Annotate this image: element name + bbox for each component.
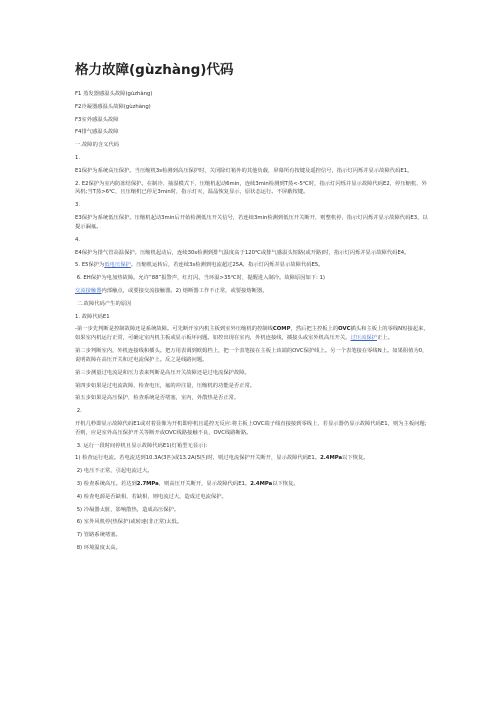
paragraph bbox=[75, 154, 430, 163]
text-run: F4排气感温头故障 bbox=[75, 129, 119, 136]
paragraph bbox=[75, 141, 430, 150]
text-run: 2) 电压不正常，引起电流过大。 bbox=[75, 468, 153, 475]
text-run: -第一步先判断是控制故障还是系统故障。可先断开室内机主板到室外压缩机的控制线 bbox=[75, 326, 273, 333]
text-run: F1 蒸发器感温头故障(gùzhàng) bbox=[75, 91, 153, 97]
paragraph bbox=[75, 313, 430, 322]
text-run: 5. E5保护为 bbox=[75, 262, 105, 269]
text-run: 第二步判断室内，外机连接线和插头。把万用表调到欧姆档上，把一个表笔接在主板上该端的OVC保护线上。另一个表笔接在零线N上。如果阻值为0，说明故障在高压开关和过电流保护上。反之是线路问题。 bbox=[75, 348, 428, 363]
text-run: 3. 运行一段时间停机且显示故障代码E1(灯箱型无显示): bbox=[75, 442, 208, 449]
text-run: F3室外感温头故障 bbox=[75, 116, 119, 123]
bold-text: OVC bbox=[338, 326, 351, 333]
paragraph bbox=[75, 214, 430, 232]
text-run: 1) 检查运行电流。若电流达到10.3A(3匹)或13.2A(5匹)时，则过电流保护开关断开，显示故障代码E1。 bbox=[75, 455, 321, 462]
paragraph bbox=[75, 493, 430, 502]
inline-link[interactable]: 交流接触器 bbox=[75, 287, 102, 294]
text-run: 第四步如果是过电流故障，检查电压，氟的冲注量，压缩机的功能是否正常。 bbox=[75, 382, 256, 389]
paragraph bbox=[75, 261, 430, 270]
paragraph bbox=[75, 442, 430, 451]
text-run: 3. bbox=[75, 202, 81, 209]
text-run: 以下恢复。 bbox=[342, 455, 369, 462]
paragraph bbox=[75, 236, 430, 245]
paragraph bbox=[75, 467, 430, 476]
paragraph bbox=[75, 300, 430, 309]
paragraph bbox=[75, 480, 430, 489]
paragraph bbox=[75, 180, 430, 198]
paragraph bbox=[75, 506, 430, 515]
paragraph bbox=[75, 274, 430, 283]
paragraph bbox=[75, 249, 430, 258]
paragraph bbox=[75, 116, 430, 125]
inline-link[interactable]: 流保护 bbox=[361, 335, 377, 342]
paragraph bbox=[75, 531, 430, 540]
text-run: E4保护为排气管高温保护。压缩机起动后，连续30s检测到排气温度高于120℃或排气感温头短路(或开路)时，指示灯闪烁并显示故障代码E4。 bbox=[75, 249, 410, 256]
paragraph bbox=[75, 544, 430, 553]
text-run: ，则高压开关断开，显示故障代码E1。 bbox=[158, 481, 251, 488]
text-run: 4) 检查电源是否缺相，若缺相，则电流过大，造成过电流保护。 bbox=[75, 493, 227, 500]
text-run: E3保护为系统低压保护。压缩机起动3min后开始检测低压开关信号，若连续3min检测到低压开关断开，则整机停，指示灯闪烁并显示故障代码E3，以提示漏氟。 bbox=[75, 215, 428, 230]
bold-text: 2.4MPa bbox=[320, 455, 343, 462]
paragraph bbox=[75, 420, 430, 438]
paragraph bbox=[75, 325, 430, 343]
paragraph bbox=[75, 407, 430, 416]
text-run: 2. bbox=[75, 408, 82, 415]
text-run: 7) 管路系统堵塞。 bbox=[75, 532, 121, 539]
paragraph bbox=[75, 394, 430, 403]
document-body bbox=[75, 90, 430, 553]
paragraph bbox=[75, 90, 430, 99]
text-run: 6) 室外风机停(热保护)或转速(非正常)太低。 bbox=[75, 519, 183, 526]
document-page bbox=[75, 62, 430, 557]
inline-link[interactable]: 低电压保护 bbox=[104, 262, 131, 269]
text-run: 正上。 bbox=[376, 335, 393, 342]
text-run: 5) 冷凝器太脏，影响散热，造成高压保护。 bbox=[75, 506, 180, 513]
text-run: 内部触点，或要接交流接触器。2) 熔断器工作不正常，或要接熔断器。 bbox=[101, 287, 268, 294]
text-run: 8) 环境温度太高。 bbox=[75, 545, 121, 552]
text-run: 1. bbox=[75, 154, 81, 161]
text-run: 插头和主板上的零线N短接起来，如果室内机运行正常，可确定室内机主板或显示板坏问题。如控出现在室内，外机连接线，插接头或室外机高压开关。 bbox=[75, 326, 429, 342]
paragraph bbox=[75, 103, 430, 112]
text-run: 第五步如果是高压保护，检查系统是否堵塞，室内，外散热是否正常。 bbox=[75, 395, 240, 402]
paragraph bbox=[75, 369, 430, 378]
text-run: 6. EH保护为电加热故障。允许“88”报警声，红灯闪。当环温>35℃时，提醒进入制冷。故障原因如下: 1) bbox=[75, 275, 326, 282]
bold-text: COMP bbox=[272, 326, 291, 333]
paragraph bbox=[75, 128, 430, 137]
text-run: 1. 故障代码E1 bbox=[75, 313, 110, 320]
text-run: 4. bbox=[75, 236, 81, 243]
text-run: 3) 检查系统高压。若达到 bbox=[75, 481, 137, 488]
text-run: 二.故障代码产生的原因 bbox=[75, 300, 132, 307]
text-run: ，然后把主控板上的 bbox=[290, 326, 339, 333]
paragraph bbox=[75, 201, 430, 210]
text-run: 。压缩机运转后，若连续3s检测到电流超过25A，指示灯闪烁并显示故障代码E5。 bbox=[130, 262, 324, 269]
text-run: 一.故障的含义代码 bbox=[75, 142, 120, 149]
paragraph bbox=[75, 167, 430, 176]
paragraph bbox=[75, 382, 430, 391]
text-run: 2. E2保护为室内防冻结保护。在制冷、抽湿模式下，压缩机起动6min，连续3min检测到T蒸<-5℃时，指示灯闪烁并显示故障代码E2，停压缩机、外风机;当T蒸>6℃，且压缩机已停足3min时，指示灯灭，温晶恢复显示，原状态运行。不屏蔽按键。 bbox=[75, 180, 427, 196]
inline-link[interactable]: 过压 bbox=[350, 335, 362, 342]
paragraph bbox=[75, 518, 430, 527]
paragraph bbox=[75, 454, 430, 463]
paragraph bbox=[75, 287, 430, 296]
text-run: 第三步测量过电流是和压力表来判断是高压开关故障还是过电流保护故障。 bbox=[75, 369, 250, 376]
text-run: E1保护为系统高压保护。当压缩机3s检测到高压保护时，关闭除灯箱外的其他负载，屏幕所有按键及遥控信号，指示灯闪烁并显示故障代码E1。 bbox=[75, 167, 413, 174]
paragraph bbox=[75, 347, 430, 365]
text-run: F2冷凝器感温头故障(gùzhàng) bbox=[75, 103, 151, 110]
page-title: 格力故障(gùzhàng)代码 bbox=[75, 62, 234, 78]
text-run: 以下恢复。 bbox=[272, 481, 299, 488]
text-run: 开机几秒即显示故障代码E1或对着显像为开机即停机且遥控无反应:将主板上OVC端子线直接接到零线上，若显示器仍显示故障代码E1，则为主板问题;否则，应是室外高压保护开关等断开或OVC线路接触不良，OVC线路断路。 bbox=[75, 420, 427, 436]
bold-text: 2.7MPa bbox=[136, 481, 159, 488]
bold-text: 2.4MPa bbox=[250, 481, 273, 488]
